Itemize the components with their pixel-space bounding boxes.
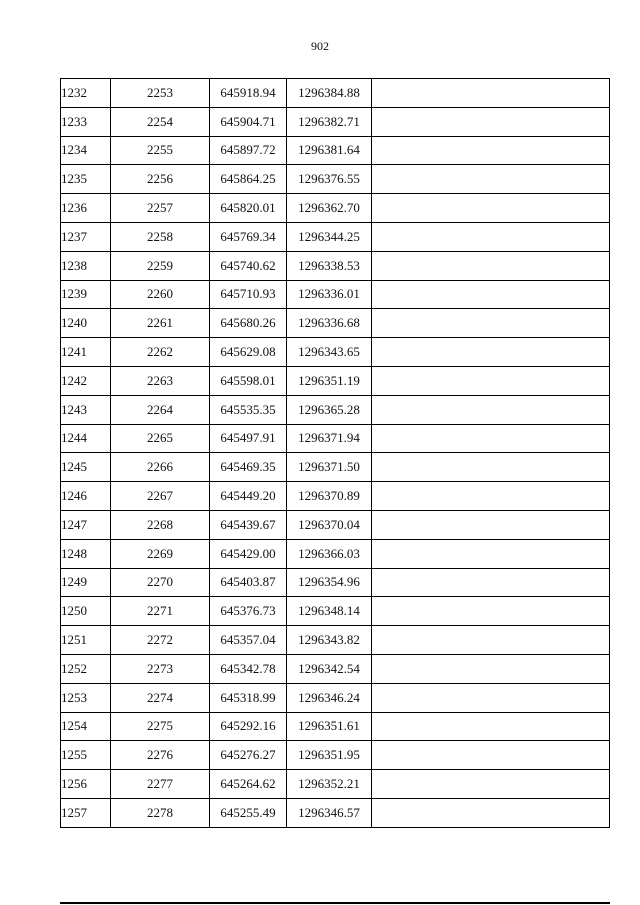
- x-coordinate-cell: 645342.78: [210, 654, 287, 683]
- x-coordinate-cell: 645680.26: [210, 309, 287, 338]
- point-number-cell: 2265: [111, 424, 210, 453]
- table-row: [61, 338, 610, 367]
- point-number-cell: 2270: [111, 568, 210, 597]
- coordinates-table: [60, 78, 610, 828]
- y-coordinate-cell: 1296370.04: [287, 510, 372, 539]
- y-coordinate-cell: 1296348.14: [287, 597, 372, 626]
- point-number-cell: 2258: [111, 222, 210, 251]
- y-coordinate-cell: 1296366.03: [287, 539, 372, 568]
- table-row: [61, 280, 610, 309]
- y-coordinate-cell: 1296336.01: [287, 280, 372, 309]
- point-number-cell: 2276: [111, 741, 210, 770]
- x-coordinate-cell: 645318.99: [210, 683, 287, 712]
- x-coordinate-cell: 645918.94: [210, 79, 287, 108]
- note-cell: [372, 712, 610, 741]
- note-cell: [372, 683, 610, 712]
- row-number-cell: 1234: [61, 136, 111, 165]
- row-number-cell: 1238: [61, 251, 111, 280]
- row-number-cell: 1252: [61, 654, 111, 683]
- row-number-cell: 1247: [61, 510, 111, 539]
- point-number-cell: 2273: [111, 654, 210, 683]
- x-coordinate-cell: 645264.62: [210, 770, 287, 799]
- row-number-cell: 1254: [61, 712, 111, 741]
- note-cell: [372, 597, 610, 626]
- row-number-cell: 1243: [61, 395, 111, 424]
- y-coordinate-cell: 1296371.50: [287, 453, 372, 482]
- note-cell: [372, 568, 610, 597]
- point-number-cell: 2277: [111, 770, 210, 799]
- note-cell: [372, 165, 610, 194]
- point-number-cell: 2261: [111, 309, 210, 338]
- note-cell: [372, 194, 610, 223]
- x-coordinate-cell: 645449.20: [210, 482, 287, 511]
- note-cell: [372, 79, 610, 108]
- table-row: [61, 222, 610, 251]
- y-coordinate-cell: 1296352.21: [287, 770, 372, 799]
- table-row: [61, 194, 610, 223]
- row-number-cell: 1237: [61, 222, 111, 251]
- note-cell: [372, 539, 610, 568]
- note-cell: [372, 510, 610, 539]
- table-row: [61, 395, 610, 424]
- table-row: [61, 165, 610, 194]
- point-number-cell: 2260: [111, 280, 210, 309]
- row-number-cell: 1257: [61, 798, 111, 827]
- y-coordinate-cell: 1296371.94: [287, 424, 372, 453]
- point-number-cell: 2259: [111, 251, 210, 280]
- point-number-cell: 2275: [111, 712, 210, 741]
- y-coordinate-cell: 1296381.64: [287, 136, 372, 165]
- x-coordinate-cell: 645376.73: [210, 597, 287, 626]
- y-coordinate-cell: 1296351.95: [287, 741, 372, 770]
- x-coordinate-cell: 645598.01: [210, 366, 287, 395]
- x-coordinate-cell: 645439.67: [210, 510, 287, 539]
- x-coordinate-cell: 645469.35: [210, 453, 287, 482]
- point-number-cell: 2274: [111, 683, 210, 712]
- row-number-cell: 1241: [61, 338, 111, 367]
- x-coordinate-cell: 645769.34: [210, 222, 287, 251]
- table-row: [61, 712, 610, 741]
- note-cell: [372, 395, 610, 424]
- row-number-cell: 1239: [61, 280, 111, 309]
- y-coordinate-cell: 1296382.71: [287, 107, 372, 136]
- x-coordinate-cell: 645276.27: [210, 741, 287, 770]
- row-number-cell: 1249: [61, 568, 111, 597]
- x-coordinate-cell: 645403.87: [210, 568, 287, 597]
- point-number-cell: 2264: [111, 395, 210, 424]
- row-number-cell: 1251: [61, 626, 111, 655]
- point-number-cell: 2257: [111, 194, 210, 223]
- y-coordinate-cell: 1296338.53: [287, 251, 372, 280]
- table-row: [61, 424, 610, 453]
- y-coordinate-cell: 1296384.88: [287, 79, 372, 108]
- x-coordinate-cell: 645820.01: [210, 194, 287, 223]
- x-coordinate-cell: 645710.93: [210, 280, 287, 309]
- table-row: [61, 741, 610, 770]
- point-number-cell: 2268: [111, 510, 210, 539]
- row-number-cell: 1233: [61, 107, 111, 136]
- table-row: [61, 568, 610, 597]
- table-row: [61, 453, 610, 482]
- x-coordinate-cell: 645740.62: [210, 251, 287, 280]
- y-coordinate-cell: 1296344.25: [287, 222, 372, 251]
- table-row: [61, 366, 610, 395]
- y-coordinate-cell: 1296365.28: [287, 395, 372, 424]
- note-cell: [372, 309, 610, 338]
- x-coordinate-cell: 645864.25: [210, 165, 287, 194]
- y-coordinate-cell: 1296346.24: [287, 683, 372, 712]
- note-cell: [372, 107, 610, 136]
- note-cell: [372, 366, 610, 395]
- y-coordinate-cell: 1296376.55: [287, 165, 372, 194]
- point-number-cell: 2253: [111, 79, 210, 108]
- row-number-cell: 1236: [61, 194, 111, 223]
- y-coordinate-cell: 1296336.68: [287, 309, 372, 338]
- table-row: [61, 510, 610, 539]
- row-number-cell: 1248: [61, 539, 111, 568]
- x-coordinate-cell: 645535.35: [210, 395, 287, 424]
- row-number-cell: 1242: [61, 366, 111, 395]
- row-number-cell: 1245: [61, 453, 111, 482]
- table-row: [61, 654, 610, 683]
- row-number-cell: 1250: [61, 597, 111, 626]
- y-coordinate-cell: 1296351.19: [287, 366, 372, 395]
- y-coordinate-cell: 1296370.89: [287, 482, 372, 511]
- point-number-cell: 2272: [111, 626, 210, 655]
- note-cell: [372, 626, 610, 655]
- table-row: [61, 597, 610, 626]
- row-number-cell: 1232: [61, 79, 111, 108]
- table-row: [61, 683, 610, 712]
- note-cell: [372, 251, 610, 280]
- point-number-cell: 2278: [111, 798, 210, 827]
- y-coordinate-cell: 1296342.54: [287, 654, 372, 683]
- point-number-cell: 2269: [111, 539, 210, 568]
- note-cell: [372, 222, 610, 251]
- table-row: [61, 798, 610, 827]
- point-number-cell: 2271: [111, 597, 210, 626]
- table-row: [61, 539, 610, 568]
- x-coordinate-cell: 645497.91: [210, 424, 287, 453]
- row-number-cell: 1256: [61, 770, 111, 799]
- note-cell: [372, 798, 610, 827]
- row-number-cell: 1240: [61, 309, 111, 338]
- y-coordinate-cell: 1296346.57: [287, 798, 372, 827]
- note-cell: [372, 741, 610, 770]
- note-cell: [372, 654, 610, 683]
- table-row: [61, 770, 610, 799]
- y-coordinate-cell: 1296354.96: [287, 568, 372, 597]
- row-number-cell: 1253: [61, 683, 111, 712]
- coordinates-table-body: [61, 79, 610, 828]
- point-number-cell: 2263: [111, 366, 210, 395]
- y-coordinate-cell: 1296351.61: [287, 712, 372, 741]
- table-row: [61, 251, 610, 280]
- x-coordinate-cell: 645357.04: [210, 626, 287, 655]
- x-coordinate-cell: 645292.16: [210, 712, 287, 741]
- x-coordinate-cell: 645429.00: [210, 539, 287, 568]
- y-coordinate-cell: 1296362.70: [287, 194, 372, 223]
- point-number-cell: 2255: [111, 136, 210, 165]
- table-row: [61, 482, 610, 511]
- row-number-cell: 1255: [61, 741, 111, 770]
- table-row: [61, 107, 610, 136]
- table-row: [61, 79, 610, 108]
- row-number-cell: 1246: [61, 482, 111, 511]
- note-cell: [372, 482, 610, 511]
- point-number-cell: 2267: [111, 482, 210, 511]
- note-cell: [372, 280, 610, 309]
- note-cell: [372, 338, 610, 367]
- table-row: [61, 136, 610, 165]
- page-number: 902: [311, 39, 329, 53]
- point-number-cell: 2262: [111, 338, 210, 367]
- note-cell: [372, 424, 610, 453]
- point-number-cell: 2266: [111, 453, 210, 482]
- note-cell: [372, 770, 610, 799]
- x-coordinate-cell: 645904.71: [210, 107, 287, 136]
- note-cell: [372, 453, 610, 482]
- point-number-cell: 2254: [111, 107, 210, 136]
- bottom-rule: [60, 902, 610, 904]
- y-coordinate-cell: 1296343.65: [287, 338, 372, 367]
- x-coordinate-cell: 645255.49: [210, 798, 287, 827]
- table-row: [61, 626, 610, 655]
- y-coordinate-cell: 1296343.82: [287, 626, 372, 655]
- x-coordinate-cell: 645629.08: [210, 338, 287, 367]
- note-cell: [372, 136, 610, 165]
- x-coordinate-cell: 645897.72: [210, 136, 287, 165]
- table-row: [61, 309, 610, 338]
- row-number-cell: 1235: [61, 165, 111, 194]
- point-number-cell: 2256: [111, 165, 210, 194]
- row-number-cell: 1244: [61, 424, 111, 453]
